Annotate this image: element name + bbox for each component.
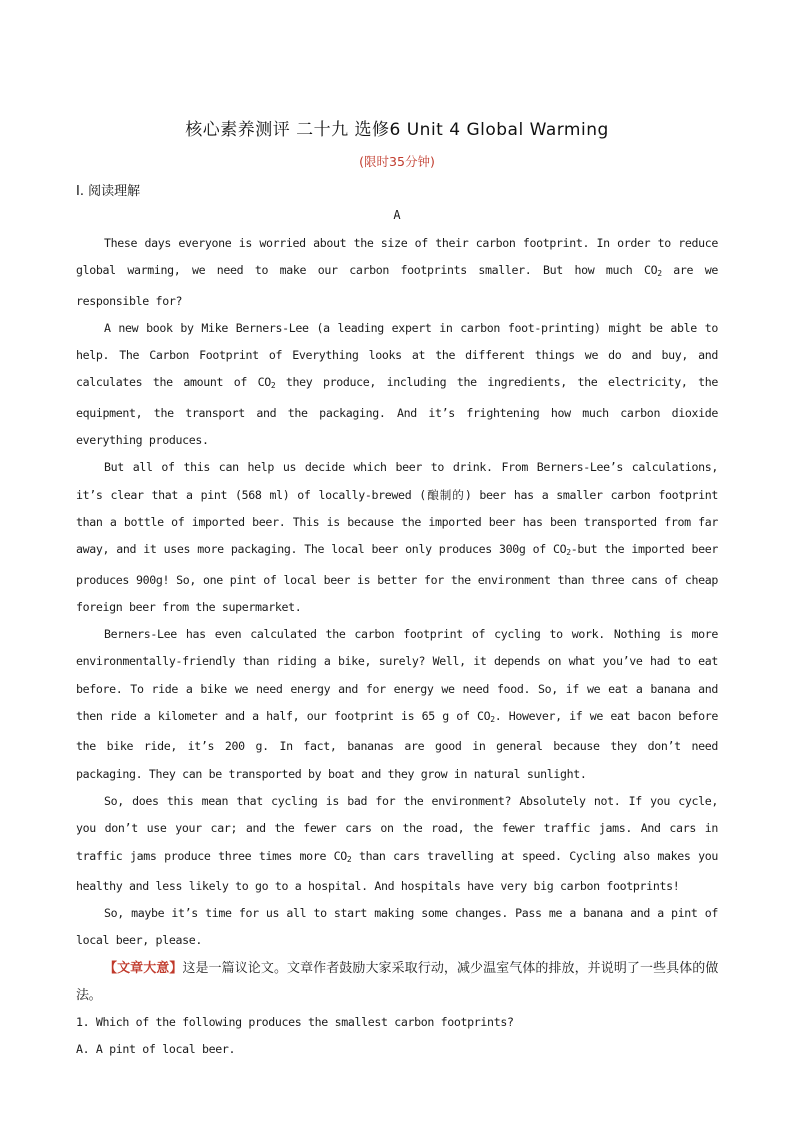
paragraph-6: So, maybe it’s time for us all to start making some changes. Pass me a banana and a pint of local beer, please. — [76, 906, 718, 948]
passage-label: A — [393, 208, 401, 222]
page-title: 核心素养测评 二十九 选修6 Unit 4 Global Warming — [185, 120, 609, 140]
passage-body — [76, 230, 718, 1063]
section-heading: Ⅰ. 阅读理解 — [76, 184, 141, 199]
paragraph-4: Berners-Lee has even calculated the carbon footprint of cycling to work. Nothing is more environmentally-friendly than riding a bike, surely? Well, it depends on what you’ve had to eat before. To ride a bike we need energy and for energy we need food. So, if we eat a banana and then ride a kilometer and a half, our footprint is 65 g of $CO_2$. However, if we eat bacon before the bike ride, it’s 200 g. In fact, bananas are good in general because they don’t need packaging. They can be transported by boat and they grow in natural sunlight. — [76, 627, 718, 781]
paragraph-2: A new book by Mike Berners-Lee (a leading expert in carbon foot-printing) might be able to help. The Carbon Footprint of Everything looks at the different things we do and buy, and calculates the amount of $CO_2$ they produce, including the ingredients, the electricity, the equipment, the transport and the packaging. And it’s frightening how much carbon dioxide everything produces. — [76, 320, 719, 448]
question-stem: 1. Which of the following produces the smallest carbon footprints? — [76, 1014, 514, 1029]
time-limit: (限时35分钟) — [359, 154, 435, 169]
summary — [76, 955, 718, 1009]
paragraph-1: These days everyone is worried about the size of their carbon footprint. In order to reduce global warming, we need to make our carbon footprints smaller. But how much $CO_2$ are we responsible for? — [76, 236, 718, 308]
paragraph-3: But all of this can help us decide which beer to drink. From Berners-Lee’s calculations, it’s clear that a pint (568 ml) of locally-brewed (酿制的) beer has a smaller carbon footprint than a bottle of imported beer. This is because the imported beer has been transported from far away, and it uses more packaging. The local beer only produces 300g of $CO_2$-but the imported beer produces 900g! So, one pint of local beer is better for the environment than three cans of cheap foreign beer from the supermarket. — [76, 460, 718, 614]
summary-tag: 【文章大意】 — [104, 960, 183, 976]
summary-text: 这是一篇议论文。文章作者鼓励大家采取行动，减少温室气体的排放，并说明了一些具体的做法。 — [76, 960, 718, 1003]
question-option: A. A pint of local beer. — [76, 1042, 236, 1057]
paragraph-5: So, does this mean that cycling is bad for the environment? Absolutely not. If you cycle, you don’t use your car; and the fewer cars on the road, the fewer traffic jams. And cars in traffic jams produce three times more $CO_2$ than cars travelling at speed. Cycling also makes you healthy and less likely to go to a hospital. And hospitals have very big carbon footprints! — [76, 793, 718, 893]
